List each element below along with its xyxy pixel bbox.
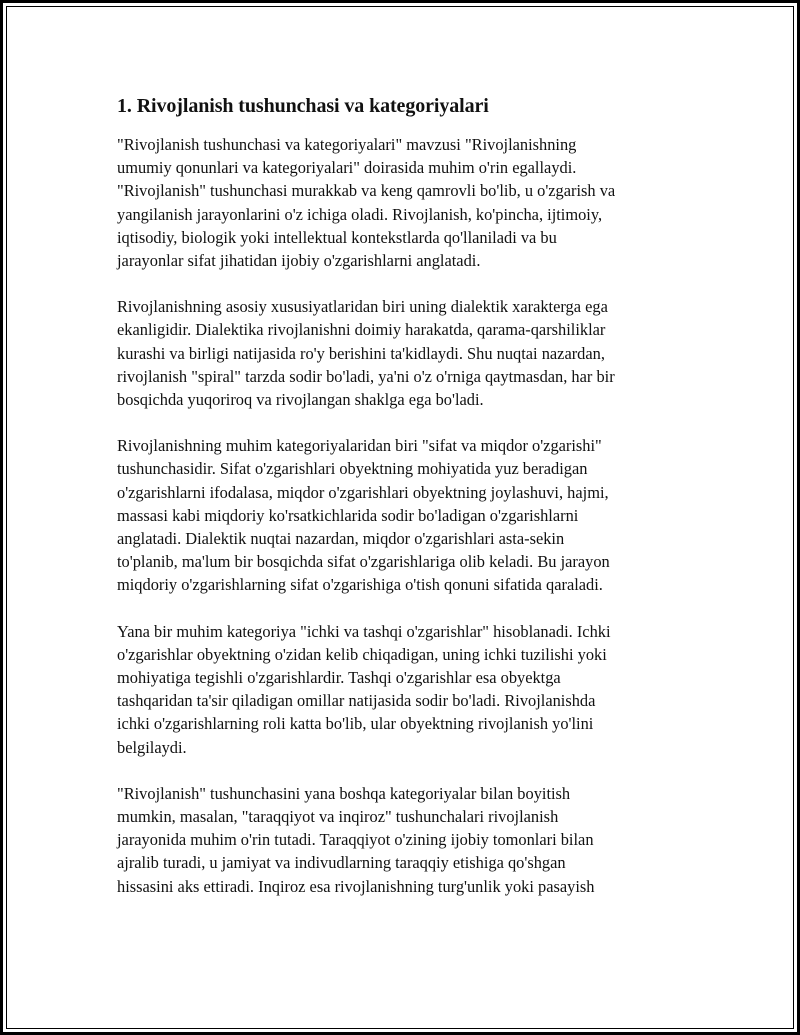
- text-line: belgilaydi.: [117, 737, 187, 757]
- text-line: to'planib, ma'lum bir bosqichda sifat o'zgarishlariga olib keladi. Bu jarayon: [117, 552, 610, 572]
- paragraph: [117, 434, 697, 596]
- text-line: "Rivojlanish" tushunchasi murakkab va keng qamrovli bo'lib, u o'zgarish va: [117, 181, 616, 201]
- text-line: kurashi va birligi natijasida ro'y berishini ta'kidlaydi. Shu nuqtai nazardan,: [117, 343, 605, 363]
- text-line: yangilanish jarayonlarini o'z ichiga oladi. Rivojlanish, ko'pincha, ijtimoiy,: [117, 204, 603, 224]
- section-heading: 1. Rivojlanish tushunchasi va kategoriyalari: [117, 95, 489, 117]
- text-line: ichki o'zgarishlarning roli katta bo'lib, ular obyektning rivojlanish yo'lini: [117, 714, 594, 734]
- text-line: Yana bir muhim kategoriya "ichki va tashqi o'zgarishlar" hisoblanadi. Ichki: [117, 621, 611, 641]
- text-line: tashqaridan ta'sir qiladigan omillar natijasida sodir bo'ladi. Rivojlanishda: [117, 691, 596, 711]
- text-line: mumkin, masalan, "taraqqiyot va inqiroz" tushunchalari rivojlanish: [117, 807, 559, 827]
- text-line: jarayonlar sifat jihatidan ijobiy o'zgarishlarni anglatadi.: [117, 251, 481, 271]
- text-line: miqdoriy o'zgarishlarning sifat o'zgarishiga o'tish qonuni sifatida qaraladi.: [117, 575, 603, 595]
- text-line: Rivojlanishning asosiy xususiyatlaridan biri uning dialektik xarakterga ega: [117, 297, 608, 317]
- paragraph: [117, 782, 697, 898]
- text-line: ajralib turadi, u jamiyat va indivudlarning taraqqiy etishiga qo'shgan: [117, 853, 566, 873]
- text-line: rivojlanish "spiral" tarzda sodir bo'ladi, ya'ni o'z o'rniga qaytmasdan, har bir: [117, 366, 615, 386]
- text-line: Rivojlanishning muhim kategoriyalaridan biri "sifat va miqdor o'zgarishi": [117, 436, 602, 456]
- paragraph: [117, 620, 697, 759]
- paragraph: [117, 133, 697, 272]
- text-line: bosqichda yuqoriroq va rivojlangan shaklga ega bo'ladi.: [117, 390, 484, 410]
- text-line: o'zgarishlarni ifodalasa, miqdor o'zgarishlari obyektning joylashuvi, hajmi,: [117, 482, 609, 502]
- document-body: [117, 93, 697, 921]
- text-line: anglatadi. Dialektik nuqtai nazardan, miqdor o'zgarishlari asta-sekin: [117, 529, 565, 549]
- text-line: hissasini aks ettiradi. Inqiroz esa rivojlanishning turg'unlik yoki pasayish: [117, 876, 595, 896]
- text-line: mohiyatiga tegishli o'zgarishlardir. Tashqi o'zgarishlar esa obyektga: [117, 668, 561, 688]
- text-line: "Rivojlanish" tushunchasini yana boshqa kategoriyalar bilan boyitish: [117, 783, 571, 803]
- text-line: iqtisodiy, biologik yoki intellektual kontekstlarda qo'llaniladi va bu: [117, 227, 557, 247]
- text-line: o'zgarishlar obyektning o'zidan kelib chiqadigan, uning ichki tuzilishi yoki: [117, 644, 607, 664]
- text-line: tushunchasidir. Sifat o'zgarishlari obyektning mohiyatida yuz beradigan: [117, 459, 588, 479]
- paragraph: [117, 295, 697, 411]
- text-line: ekanligidir. Dialektika rivojlanishni doimiy harakatda, qarama-qarshiliklar: [117, 320, 606, 340]
- text-line: "Rivojlanish tushunchasi va kategoriyalari" mavzusi "Rivojlanishning: [117, 135, 577, 154]
- text-line: jarayonida muhim o'rin tutadi. Taraqqiyot o'zining ijobiy tomonlari bilan: [117, 830, 594, 850]
- text-line: massasi kabi miqdoriy ko'rsatkichlarida sodir bo'ladigan o'zgarishlarni: [117, 505, 579, 525]
- text-line: umumiy qonunlari va kategoriyalari" doirasida muhim o'rin egallaydi.: [117, 158, 577, 178]
